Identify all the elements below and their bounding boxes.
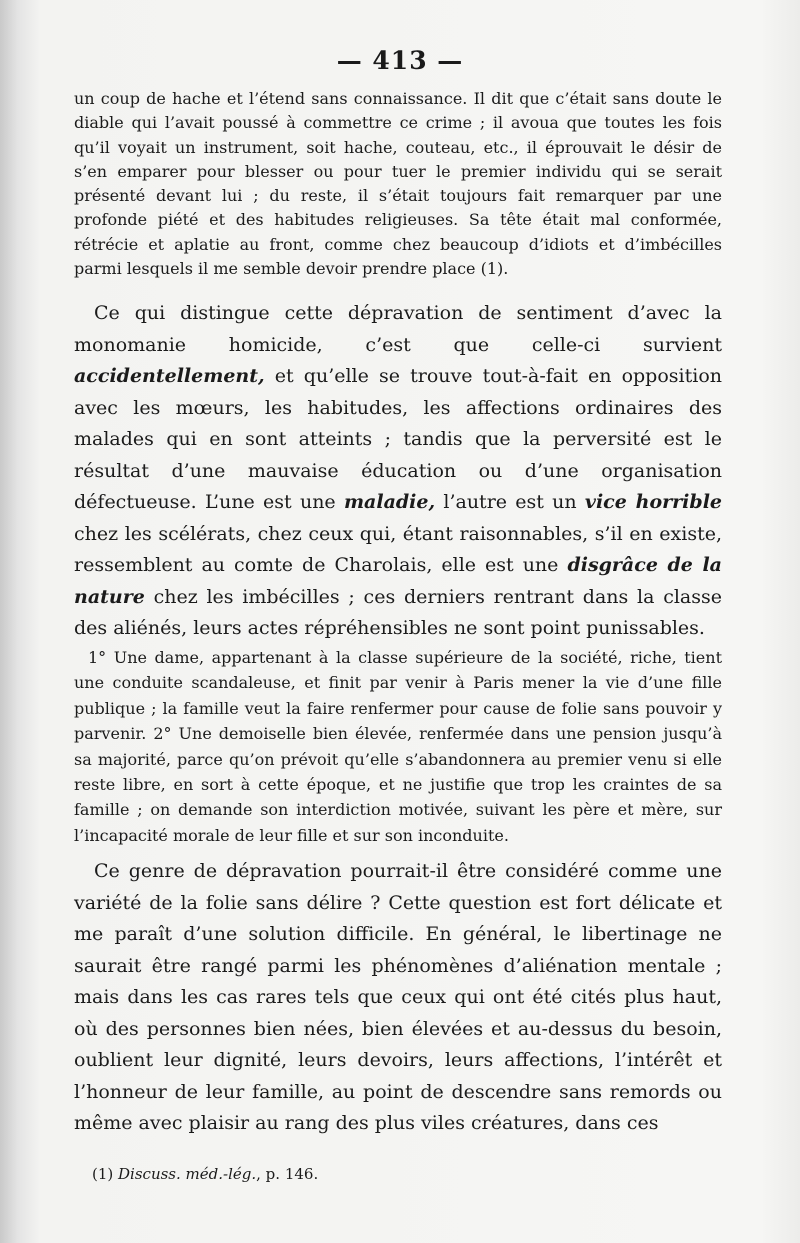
emphasis-accidentellement: accidentellement, xyxy=(74,365,265,387)
paragraph-2-text-5: chez les imbécilles ; ces derniers rentrant dans la classe des aliénés, leurs actes répréhensibles ne sont point punissables. xyxy=(74,585,722,639)
paragraph-2-text-2: et qu’elle se trouve tout-à-fait en opposition avec les mœurs, les habitudes, les affections ordinaires des malades qui en sont atteints ; tandis que la perversité est le résultat d’une mauvaise éducation ou d’une organisation défectueuse. L’une est une xyxy=(74,365,722,513)
paragraph-2 xyxy=(74,298,722,645)
footnote-page: , p. 146. xyxy=(256,1165,319,1183)
emphasis-maladie: maladie, xyxy=(343,491,436,513)
paragraph-2-text-3: l’autre est un xyxy=(435,491,585,513)
paragraph-1: un coup de hache et l’étend sans connaissance. Il dit que c’était sans doute le diable qui l’avait poussé à commettre ce crime ; il avoua que toutes les fois qu’il voyait un instrument, soit hache, couteau, etc., il éprouvait le désir de s’en emparer pour blesser ou pour tuer le premier individu qui se serait présenté devant lui ; du reste, il s’était toujours fait remarquer par une profonde piété et des habitudes religieuses. Sa tête était mal conformée, rétrécie et aplatie au front, comme chez beaucoup d’idiots et d’imbécilles parmi lesquels il me semble devoir prendre place (1). xyxy=(74,89,722,279)
emphasis-vice-horrible: vice horrible xyxy=(584,491,722,513)
paragraph-2-text-1: Ce qui distingue cette dépravation de sentiment d’avec la monomanie homicide, c’est que celle-ci survient xyxy=(74,302,722,356)
footnote-marker: (1) xyxy=(92,1165,114,1183)
paragraph-2-text-4: chez les scélérats, chez ceux qui, étant raisonnables, s’il en existe, ressemblent au comte de Charolais, elle est une xyxy=(74,522,722,576)
paragraph-4: Ce genre de dépravation pourrait-il être considéré comme une variété de la folie sans délire ? Cette question est fort délicate et me paraît d’une solution difficile. En général, le libertinage ne saurait être rangé parmi les phénomènes d’aliénation mentale ; mais dans les cas rares tels que ceux qui ont été cités plus haut, où des personnes bien nées, bien élevées et au-dessus du besoin, oublient leur dignité, leurs devoirs, leurs affections, l’intérêt et l’honneur de leur famille, au point de descendre sans remords ou même avec plaisir au rang des plus viles créatures, dans ces xyxy=(74,860,722,1134)
footnote-source: Discuss. méd.-lég. xyxy=(118,1165,257,1183)
footnote xyxy=(92,1165,318,1183)
paragraph-3-examples: 1° Une dame, appartenant à la classe supérieure de la société, riche, tient une conduite scandaleuse, et finit par venir à Paris mener la vie d’une fille publique ; la famille veut la faire renfermer pour cause de folie sans pouvoir y parvenir. 2° Une demoiselle bien élevée, renfermée dans une pension jusqu’à sa majorité, parce qu’on prévoit qu’elle s’abandonnera au premier venu si elle reste libre, en sort à cette époque, et ne justifie que trop les craintes de sa famille ; on demande son interdiction motivée, suivant les père et mère, sur l’incapacité morale de leur fille et sur son inconduite. xyxy=(74,648,722,845)
emphasis-disgrace-de-la-nature: disgrâce de la nature xyxy=(74,554,722,608)
page-number: — 413 — xyxy=(336,46,464,75)
